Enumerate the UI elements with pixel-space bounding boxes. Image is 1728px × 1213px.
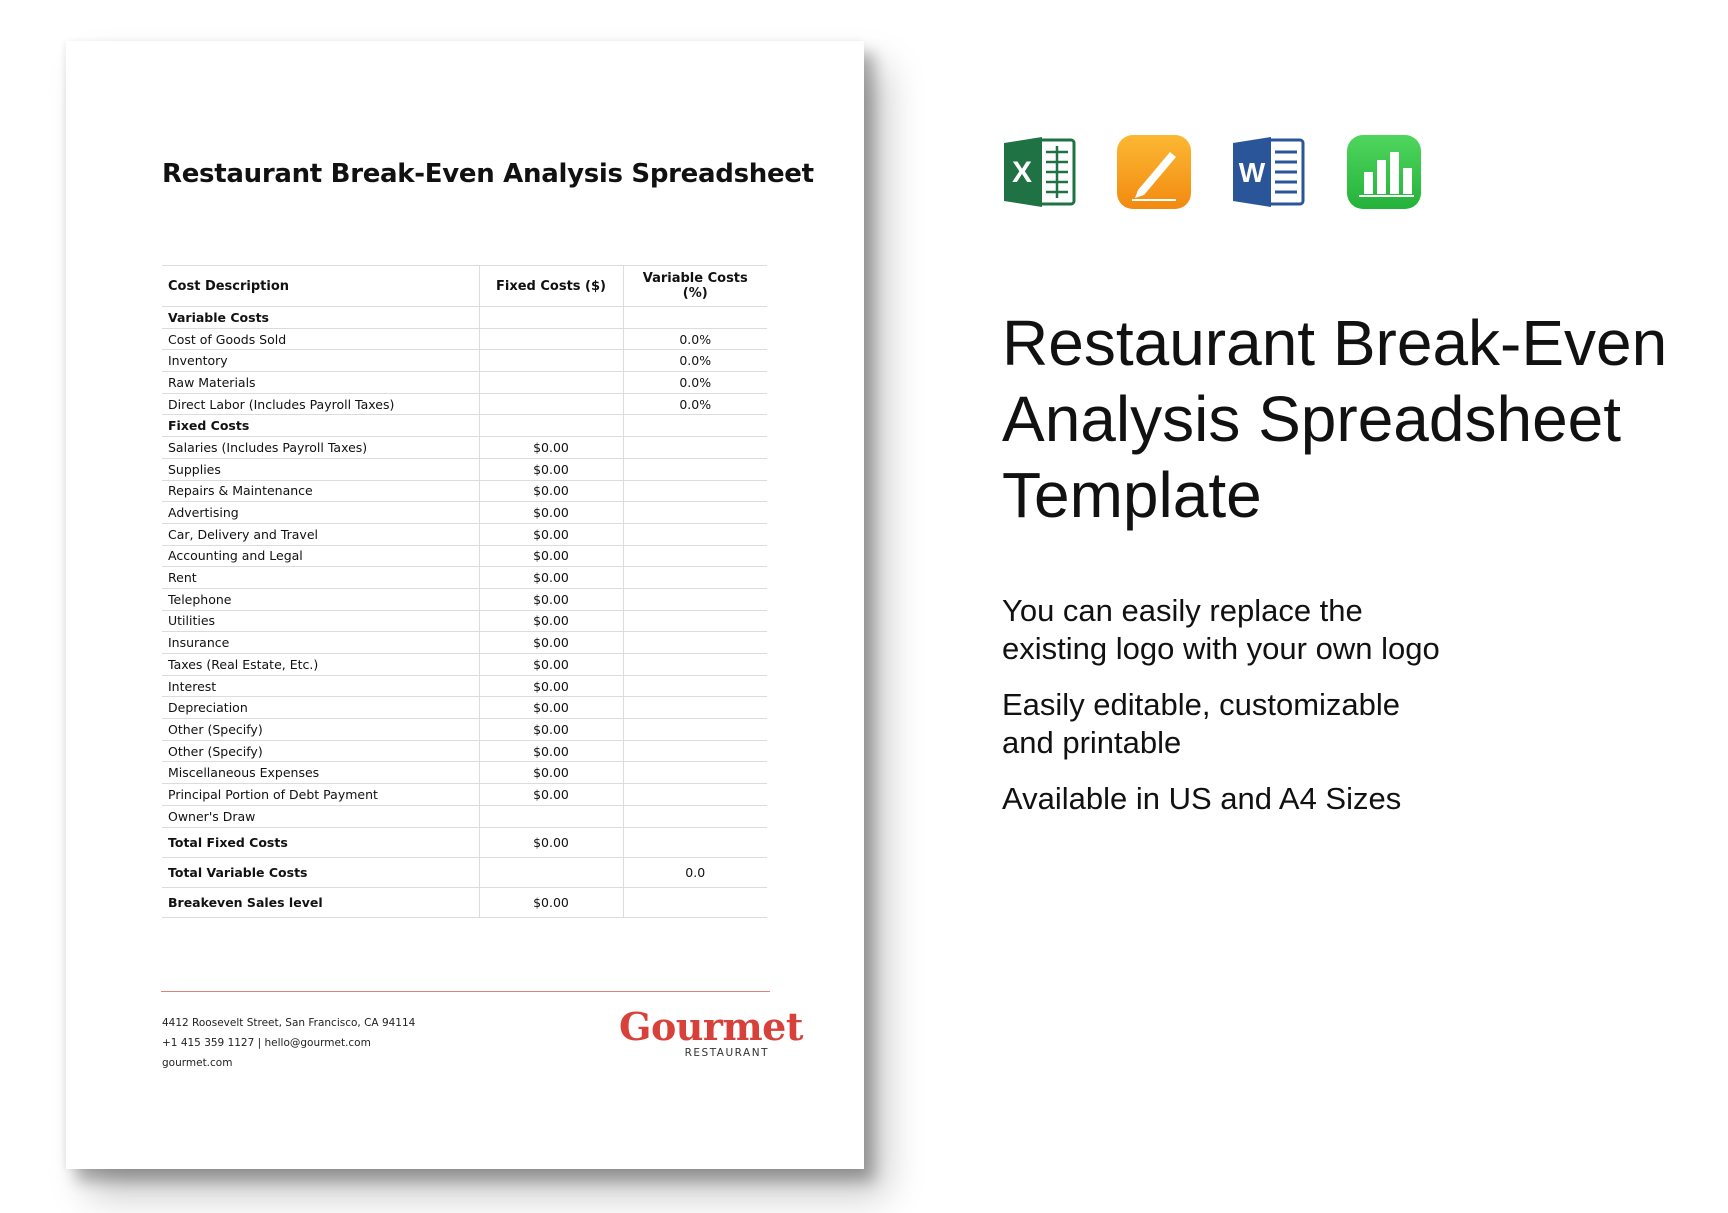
cell-description: Miscellaneous Expenses <box>162 762 479 784</box>
cell-description: Utilities <box>162 610 479 632</box>
pages-icon[interactable] <box>1116 134 1192 210</box>
cell-description: Total Variable Costs <box>162 857 479 887</box>
svg-text:X: X <box>1011 156 1033 189</box>
cell-variable-cost <box>623 502 767 524</box>
table-row <box>162 502 767 524</box>
table-row <box>162 328 767 350</box>
cell-description: Advertising <box>162 502 479 524</box>
feature-line: Available in US and A4 Sizes <box>1002 781 1402 816</box>
cell-description: Telephone <box>162 588 479 610</box>
feature-line: Easily editable, customizable <box>1002 687 1401 722</box>
cell-fixed-cost: $0.00 <box>479 719 623 741</box>
cell-variable-cost <box>623 610 767 632</box>
cell-variable-cost <box>623 523 767 545</box>
logo-wordmark: Gourmet <box>619 1004 803 1049</box>
table-row <box>162 480 767 502</box>
table-row <box>162 784 767 806</box>
column-header-variable: Variable Costs (%) <box>623 266 767 307</box>
footer-contact <box>162 1013 415 1073</box>
cell-variable-cost: 0.0% <box>623 328 767 350</box>
cell-fixed-cost: $0.00 <box>479 502 623 524</box>
cell-description: Rent <box>162 567 479 589</box>
table-row <box>162 372 767 394</box>
cell-description: Direct Labor (Includes Payroll Taxes) <box>162 393 479 415</box>
cell-variable-cost <box>623 697 767 719</box>
cell-fixed-cost: $0.00 <box>479 437 623 459</box>
cell-fixed-cost <box>479 857 623 887</box>
cell-variable-cost <box>623 887 767 917</box>
cell-fixed-cost <box>479 328 623 350</box>
table-row <box>162 805 767 827</box>
cell-fixed-cost: $0.00 <box>479 610 623 632</box>
cell-fixed-cost: $0.00 <box>479 545 623 567</box>
numbers-icon[interactable] <box>1346 134 1422 210</box>
cell-description: Principal Portion of Debt Payment <box>162 784 479 806</box>
cell-fixed-cost: $0.00 <box>479 762 623 784</box>
cell-fixed-cost: $0.00 <box>479 480 623 502</box>
cell-fixed-cost <box>479 307 623 329</box>
cell-variable-cost <box>623 654 767 676</box>
cell-description: Variable Costs <box>162 307 479 329</box>
table-row <box>162 307 767 329</box>
cell-description: Salaries (Includes Payroll Taxes) <box>162 437 479 459</box>
footer-address: 4412 Roosevelt Street, San Francisco, CA 94114 <box>162 1017 416 1029</box>
table-row <box>162 654 767 676</box>
cell-description: Car, Delivery and Travel <box>162 523 479 545</box>
cell-variable-cost <box>623 458 767 480</box>
table-row <box>162 827 767 857</box>
feature-line: and printable <box>1002 725 1182 760</box>
table-row <box>162 523 767 545</box>
cell-variable-cost <box>623 567 767 589</box>
table-row <box>162 393 767 415</box>
cell-description: Insurance <box>162 632 479 654</box>
promo-title-line: Template <box>1002 459 1262 531</box>
feature-line: existing logo with your own logo <box>1002 631 1440 666</box>
cell-variable-cost <box>623 762 767 784</box>
cell-description: Repairs & Maintenance <box>162 480 479 502</box>
cell-variable-cost <box>623 437 767 459</box>
cell-variable-cost <box>623 588 767 610</box>
cell-fixed-cost <box>479 415 623 437</box>
table-row <box>162 697 767 719</box>
cell-fixed-cost: $0.00 <box>479 827 623 857</box>
feature-editable <box>1002 686 1400 762</box>
table-row <box>162 437 767 459</box>
logo-subtitle: RESTAURANT <box>684 1047 769 1059</box>
cell-fixed-cost: $0.00 <box>479 740 623 762</box>
table-row <box>162 458 767 480</box>
table-body <box>162 307 767 918</box>
cell-variable-cost <box>623 805 767 827</box>
feature-logo <box>1002 592 1440 668</box>
table-row <box>162 719 767 741</box>
cell-fixed-cost: $0.00 <box>479 654 623 676</box>
cell-description: Breakeven Sales level <box>162 887 479 917</box>
cell-description: Interest <box>162 675 479 697</box>
table-row <box>162 567 767 589</box>
table-row <box>162 588 767 610</box>
cell-variable-cost: 0.0% <box>623 350 767 372</box>
cell-variable-cost <box>623 415 767 437</box>
cell-fixed-cost: $0.00 <box>479 632 623 654</box>
cell-fixed-cost <box>479 350 623 372</box>
svg-text:W: W <box>1238 157 1266 188</box>
table-row <box>162 545 767 567</box>
cell-description: Inventory <box>162 350 479 372</box>
cell-variable-cost <box>623 545 767 567</box>
cell-description: Total Fixed Costs <box>162 827 479 857</box>
table-row <box>162 740 767 762</box>
cell-variable-cost: 0.0% <box>623 372 767 394</box>
table-row <box>162 632 767 654</box>
cell-description: Taxes (Real Estate, Etc.) <box>162 654 479 676</box>
table-row <box>162 415 767 437</box>
cell-fixed-cost: $0.00 <box>479 588 623 610</box>
cell-variable-cost <box>623 480 767 502</box>
cell-variable-cost <box>623 632 767 654</box>
cell-fixed-cost: $0.00 <box>479 697 623 719</box>
cell-description: Other (Specify) <box>162 719 479 741</box>
promo-title <box>1002 305 1712 533</box>
cost-table <box>162 265 767 918</box>
footer-website: gourmet.com <box>162 1057 233 1069</box>
excel-icon[interactable] <box>1002 134 1078 210</box>
cell-variable-cost <box>623 827 767 857</box>
cell-fixed-cost: $0.00 <box>479 675 623 697</box>
cell-description: Supplies <box>162 458 479 480</box>
cell-description: Cost of Goods Sold <box>162 328 479 350</box>
promo-title-line: Analysis Spreadsheet <box>1002 383 1622 455</box>
cell-variable-cost <box>623 719 767 741</box>
cell-fixed-cost: $0.00 <box>479 567 623 589</box>
cell-variable-cost <box>623 740 767 762</box>
table-row <box>162 857 767 887</box>
cell-variable-cost: 0.0% <box>623 393 767 415</box>
cell-fixed-cost: $0.00 <box>479 523 623 545</box>
cell-variable-cost: 0.0 <box>623 857 767 887</box>
feature-line: You can easily replace the <box>1002 593 1363 628</box>
cell-variable-cost <box>623 784 767 806</box>
column-header-description: Cost Description <box>162 266 479 307</box>
cell-description: Other (Specify) <box>162 740 479 762</box>
cell-fixed-cost <box>479 805 623 827</box>
gourmet-logo <box>619 1004 803 1063</box>
cell-fixed-cost: $0.00 <box>479 784 623 806</box>
cell-fixed-cost <box>479 393 623 415</box>
cell-description: Fixed Costs <box>162 415 479 437</box>
footer-phone-email: +1 415 359 1127 | hello@gourmet.com <box>162 1037 371 1049</box>
table-row <box>162 887 767 917</box>
footer-divider <box>161 991 770 992</box>
app-icons <box>1002 134 1424 212</box>
cell-fixed-cost: $0.00 <box>479 887 623 917</box>
cell-description: Accounting and Legal <box>162 545 479 567</box>
cell-fixed-cost: $0.00 <box>479 458 623 480</box>
document-title: Restaurant Break-Even Analysis Spreadsheet <box>162 159 814 189</box>
table-row <box>162 762 767 784</box>
cell-description: Raw Materials <box>162 372 479 394</box>
cell-variable-cost <box>623 307 767 329</box>
table-row <box>162 610 767 632</box>
table-row <box>162 675 767 697</box>
table-row <box>162 350 767 372</box>
table-header-row <box>162 266 767 307</box>
cell-description: Owner's Draw <box>162 805 479 827</box>
promo-title-line: Restaurant Break-Even <box>1002 307 1668 379</box>
cell-fixed-cost <box>479 372 623 394</box>
document-page <box>66 41 864 1169</box>
feature-sizes <box>1002 780 1401 818</box>
column-header-fixed: Fixed Costs ($) <box>479 266 623 307</box>
cell-description: Depreciation <box>162 697 479 719</box>
cell-variable-cost <box>623 675 767 697</box>
word-icon[interactable] <box>1231 134 1307 210</box>
